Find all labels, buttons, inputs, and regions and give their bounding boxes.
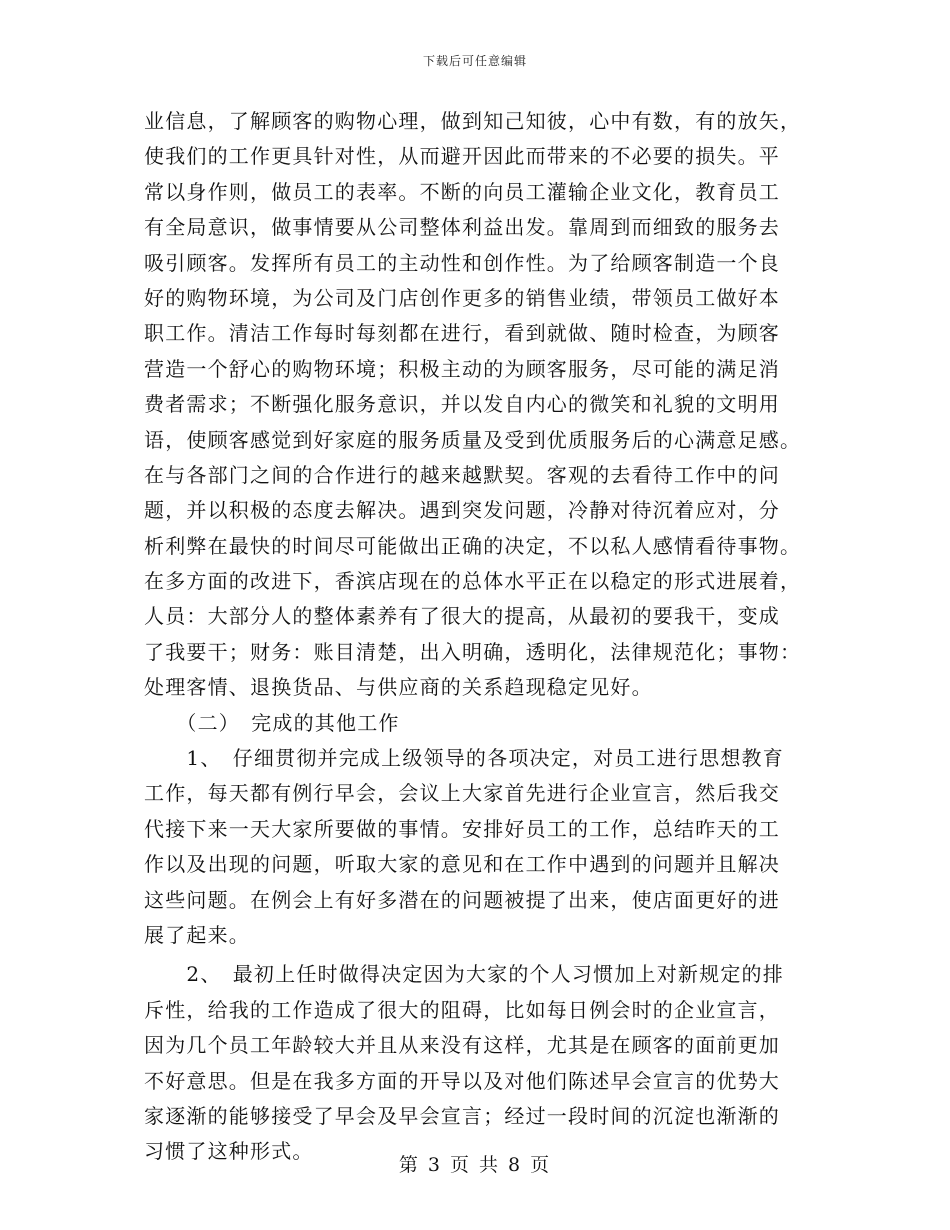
text-line: 工作，每天都有例行早会，会议上大家首先进行企业宣言，然后我交 (144, 781, 780, 806)
text-line: 费者需求；不断强化服务意识，并以发自内心的微笑和礼貌的文明用 (144, 392, 780, 417)
text-line: 职工作。清洁工作每时每刻都在进行，看到就做、随时检查，为顾客 (144, 321, 780, 346)
text-line: 斥性，给我的工作造成了很大的阻碍，比如每日例会时的企业宣言， (144, 997, 780, 1022)
text-line: 因为几个员工年龄较大并且从来没有这样，尤其是在顾客的面前更加 (144, 1033, 780, 1058)
text-line: 展了起来。 (144, 922, 250, 947)
text-line: 家逐渐的能够接受了早会及早会宣言；经过一段时间的沉淀也渐渐的 (144, 1103, 780, 1128)
page-footer: 第 3 页 共 8 页 (398, 1154, 552, 1176)
section-heading: （二） 完成的其他工作 (144, 710, 400, 735)
page-header: 下载后可任意编辑 (422, 54, 527, 68)
text-line: 题，并以积极的态度去解决。遇到突发问题，冷静对待沉着应对，分 (144, 498, 780, 523)
text-line: 析利弊在最快的时间尽可能做出正确的决定，不以私人感情看待事物。 (144, 533, 802, 558)
text-line: 习惯了这种形式。 (144, 1139, 314, 1164)
text-line: 吸引顾客。发挥所有员工的主动性和创作性。为了给顾客制造一个良 (144, 250, 780, 275)
text-line: 了我要干；财务：账目清楚，出入明确，透明化，法律规范化；事物： (144, 639, 802, 664)
text-line: 2、 最初上任时做得决定因为大家的个人习惯加上对新规定的排 (144, 962, 784, 987)
text-line: 作以及出现的问题，听取大家的意见和在工作中遇到的问题并且解决 (144, 852, 780, 877)
text-line: 不好意思。但是在我多方面的开导以及对他们陈述早会宣言的优势大 (144, 1068, 780, 1093)
text-line: 1、 仔细贯彻并完成上级领导的各项决定，对员工进行思想教育 (144, 746, 784, 771)
text-line: 处理客情、退换货品、与供应商的关系趋现稳定见好。 (144, 675, 653, 700)
text-line: 业信息，了解顾客的购物心理，做到知己知彼，心中有数，有的放矢， (144, 109, 802, 133)
text-line: 使我们的工作更具针对性，从而避开因此而带来的不必要的损失。平 (144, 144, 780, 169)
text-line: 常以身作则，做员工的表率。不断的向员工灌输企业文化，教育员工 (144, 179, 780, 204)
text-line: 人员：大部分人的整体素养有了很大的提高，从最初的要我干，变成 (144, 604, 780, 629)
text-line: 好的购物环境，为公司及门店创作更多的销售业绩，带领员工做好本 (144, 285, 780, 310)
text-line: 这些问题。在例会上有好多潜在的问题被提了出来，使店面更好的进 (144, 887, 780, 912)
text-line: 代接下来一天大家所要做的事情。安排好员工的工作，总结昨天的工 (144, 816, 780, 841)
text-line: 在与各部门之间的合作进行的越来越默契。客观的去看待工作中的问 (144, 462, 780, 487)
body-text (144, 104, 808, 1170)
text-line: 在多方面的改进下，香滨店现在的总体水平正在以稳定的形式进展着， (144, 569, 802, 594)
text-line: 语，使顾客感觉到好家庭的服务质量及受到优质服务后的心满意足感。 (144, 427, 802, 452)
text-line: 营造一个舒心的购物环境；积极主动的为顾客服务，尽可能的满足消 (144, 356, 780, 381)
text-line: 有全局意识，做事情要从公司整体利益出发。靠周到而细致的服务去 (144, 215, 780, 240)
